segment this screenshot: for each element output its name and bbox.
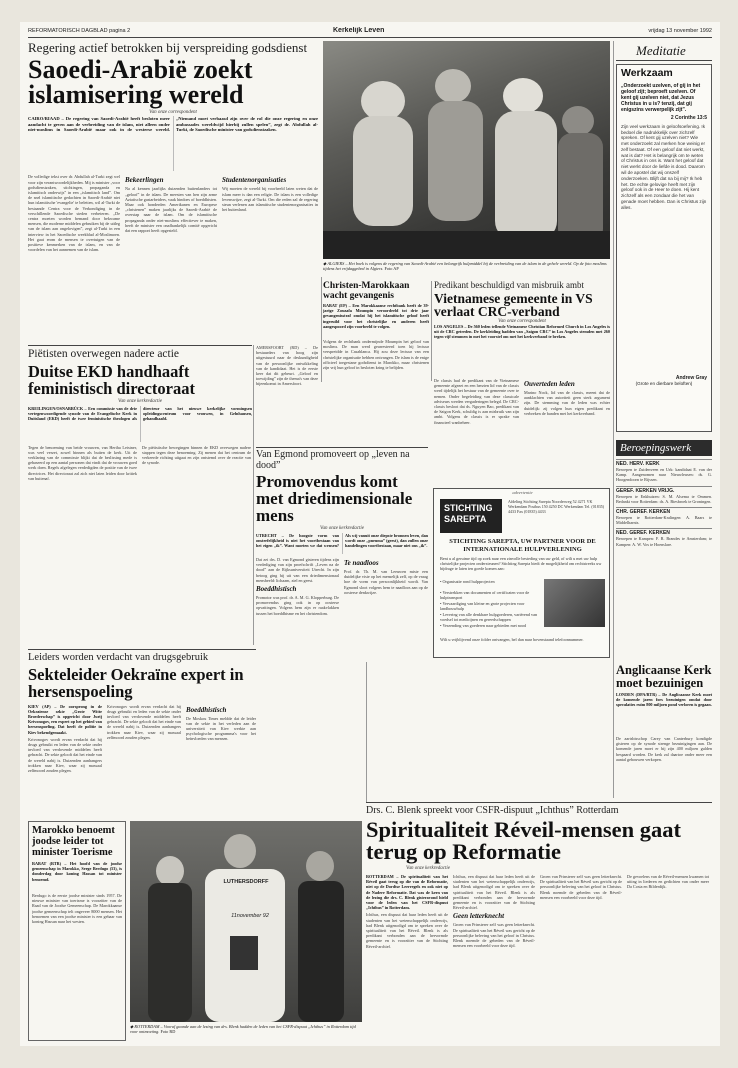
article-headline: Spiritualiteit Réveil-mensen gaat terug op Reformatie xyxy=(366,817,681,864)
list-item xyxy=(616,459,712,483)
marokko-article xyxy=(28,821,126,1041)
appointment-text: Beroepen te Rotterdam-Kralingen: A. Baars te Middelharnis. xyxy=(616,515,712,526)
denomination-heading: GEREF. KERKEN VRIJG. xyxy=(616,486,712,494)
ekd-article xyxy=(28,345,252,645)
article-lead: LONDEN (DPA/RTR) – De Anglicaanse Kerk moet de komende jaren fors bezuinigen omdat door speculaties ruim 800 miljoen pond verloren is gegaan. xyxy=(616,692,712,708)
rotterdam-caption: ◆ ROTTERDAM – Vooraf gaande aan de lezing van drs. Blenk hadden de leden van het CSFR-dispuut „Ichthus” in Rotterdam tijd voor ontmoeting. Foto RD xyxy=(130,1024,356,1035)
denomination-heading: NED. GEREF. KERKEN xyxy=(616,528,712,536)
anglicaanse-article xyxy=(616,664,712,798)
subheading: Bekeerlingen xyxy=(125,176,164,185)
article-lead: CAIRO/RIAAD – De regering van Saoedi-Arabië heeft besloten meer aandacht te geven aan de verbreiding van de islam, niet alleen onder niet-moslims in Saoedi-Arabië maar ook in de westerse wereld. „Niemand moet verbaasd zijn over de rol die onze regering en onze ambassades wereldwijd hierbij zullen spelen”, zegt dr. Abdullah al-Turki, de Saoedische minister van godsdienstzaken. xyxy=(28,116,318,133)
issue-date: vrijdag 13 november 1992 xyxy=(648,28,712,34)
vietnam-article-body xyxy=(434,378,610,486)
ad-item-list xyxy=(440,579,540,634)
denomination-heading: CHR. GEREF. KERKEN xyxy=(616,507,712,515)
algiers-caption: ◆ ALGIERS – Het boek is volgens de regering van Saoedi-Arabië een belangrijk hulpmiddel bij de verbreiding van de islam in de gehele wereld. Op de foto moslims tijdens het vrijdaggebed in Algiers. Foto AP xyxy=(323,261,607,272)
article-headline: Sekteleider Oekraïne expert in hersenspoeling xyxy=(28,664,244,701)
article-headline: Vietnamese gemeente in VS verlaat CRC-verband xyxy=(434,290,593,320)
ad-title: STICHTING SAREPTA, UW PARTNER VOOR DE INTERNATIONALE HULPVERLENING xyxy=(449,538,596,553)
column-divider xyxy=(253,345,254,645)
article-body-col-2: Krivonogov wordt ervan verdacht dat hij drugs gebruikt en leden van de sekte onder invloed van verdovende middelen heeft gebracht. De sekte gelooft dat het einde van de wereld nabij is. Duizenden aanhangers trokken naar Kiev, waar zij massaal zelfmoord zouden plegen. xyxy=(107,703,181,740)
praying-men-illustration xyxy=(323,41,610,259)
article-headline: Saoedi-Arabië zoekt islamisering wereld xyxy=(28,55,253,110)
article-kicker: Leiders worden verdacht van drugsgebruik xyxy=(28,652,209,663)
article-headline: Duitse EKD handhaaft feministisch directoraat xyxy=(28,361,195,398)
column-divider xyxy=(366,662,367,802)
article-body-col-3: Groen van Prinsterer zelf was geen letterknecht. De spiritualiteit van het Réveil was gericht op de persoonlijke beleving van het geloof in Christus. Blenk noemde de gebeden van de Réveil-mensen een voorbeeld voor deze tijd. xyxy=(540,874,622,900)
sarepta-logo: STICHTING SAREPTA xyxy=(440,499,502,533)
triangle-bullet-icon: ◆ xyxy=(323,261,328,266)
section-title: Meditatie xyxy=(616,41,712,61)
ad-outro: Wilt u vrijblijvend onze folder ontvangen, bel dan naar bovenstaand telefoonnummer. xyxy=(440,637,584,642)
article-lead: KIEV (AP) – De oorsprong in de Oekraïense sekte „Grote Witte Broederschap” is opgericht door Jurij Krivonogov, een expert op het gebied van hersenspoeling. Dat heeft de politie in Kiev bekendgemaakt. xyxy=(28,703,102,735)
photo-credit: Foto RD xyxy=(160,1029,176,1035)
article-kicker: Drs. C. Blenk spreekt voor CSFR-dispuut „Ichthus” Rotterdam xyxy=(366,805,619,816)
paper-name: REFORMATORISCH DAGBLAD pagina 2 xyxy=(28,28,131,34)
van-egmond-article xyxy=(256,449,428,629)
ad-label: advertentie xyxy=(512,490,533,495)
section-rule xyxy=(28,649,256,650)
article-body-col-2: Na al kennen jaarlijks duizenden buitenlanders tot „geloof” in de islam. De meesten van hen zijn arme Aziatische gastarbeiders, vaak hindoes of boeddhisten. Maar ook honderden Amerikanen en Europese „christenen” maken jaarlijks de Saoedi-Arabië de overstap naar de islam. Om de islamitische propaganda onder niet-moslims effectiever te maken, heeft de minister een onafhankelijk comité opgericht dat een rapport heeft opgesteld. xyxy=(125,186,217,233)
byline: Van onze correspondent xyxy=(498,318,546,324)
article-lead: UTRECHT – De hoogste vorm van onsterfelijkheid is niet het voortbestaan van het eigen „ik”. Want moeten we dat wensen? Als wij vanuit onze diepste bronnen leven, dan wordt onze „pneuma” (geest), dan zullen onze handelingen voortbestaan, maar niet ons „ik”. xyxy=(256,533,428,549)
list-item: • Verstrekken van documenten of certificaten voor de hulptransport xyxy=(440,590,530,601)
subheading: Boeddhistisch xyxy=(256,585,297,594)
column-divider xyxy=(613,41,614,798)
shirt-print: LUTHERSDORFF xyxy=(223,879,269,885)
meditatie-body: Zijn veel werkzaam in geloofsoefening. Ik bedoel die nadrukkelijk over zichzelf spreken. Of kent gij uzelven niet? Wie met onderzoekt zal merken hoe weinig er zelf bestaat. Of een geloof dat niet werkt, wat is dat? Het is belangrijk om te weten of Christus in ons is. Want het geloof dat niet werkt door de liefde is dood. Daarom wil de apostel dat wij onszelf onderzoeken. Blijft dat na bij mij? Ik heb het. De echte gelovige heeft met zijn geloof ook in de Heer te doen. Hij kent zichzelf als een zondaar die het van genade moet hebben. Dan is Christus zijn alles. xyxy=(621,123,707,210)
photo-credit: Foto AP xyxy=(384,266,399,272)
amersfoort-brief xyxy=(256,345,318,445)
article-body: De aartsbisschop Carey van Canterbury kondigde gisteren op de synode strenge bezuinigingen aan. De komende jaren moet er bij zijn 400 miljoen gulden bespaard worden. De kerk zal daartoe onder meer een aantal gebouwen verkopen. xyxy=(616,736,712,762)
meditatie-box xyxy=(616,41,712,436)
article-body-col-2: Prof. dr. Th. M. van Leeuwen miste een duidelijke visie op het menselijk zelf, op de vraag hoe de vorm van persoonlijkheid wordt. Van Egmond sloot volgens hem te naadloos aan op de oosterse denkwijze. xyxy=(344,569,428,595)
list-item xyxy=(616,486,712,504)
list-item xyxy=(616,507,712,525)
list-item xyxy=(616,528,712,546)
article-body-col-4: De gevoelens van de Réveil-mensen kwamen tot uiting in liederen en gedichten van onder meer Da Costa en Bilderdijk. xyxy=(627,874,709,890)
newspaper-page xyxy=(20,22,720,1046)
header-rule xyxy=(28,37,712,38)
meditatie-author: Andrew Gray xyxy=(675,374,707,381)
article-body: Berdugo is de eerste joodse minister sinds 1957. De nieuwe minister van toerisme is voorzitter van de Raad van de Joodse Gemeenschap. De Marokkaanse joodse gemeenschap telt ongeveer 8000 mensen. Het benoemen van een joodse minister is een gebaar van koning Hassan naar het westen. xyxy=(32,893,122,925)
article-body-col-1: Tegen de benoeming van beide vrouwen, van Hertha Leistner, was veel verzet, zowel binnen als buiten de kerk. Uit de verklaring van de commissie blijkt dat de beslissing mede is gebaseerd op een aantal personen dat vindt dat de vrouwen goed werk doen. Regels afgelegen verdedigden de positie van de twee directrices. Het directoraat zal zich niet laten leiden door kritiek van buitenaf. xyxy=(28,444,137,481)
bible-quote: „Onderzoekt uzelven, of gij in het geloof zijt; beproeft uzelven. Of kent gij uzelven niet, dat Jezus Christus in u is? tenzij, dat gij enigszins verwerpelijk zijt”. xyxy=(621,82,701,113)
article-lead: LOS ANGELES – De 560 leden tellende Vietnamese Christian Reformed Church in Los Angeles is uit de CRC getreden. De kerkleiding hadden van „Saigon CRC” in Los Angeles stemden met 260 tegen vijf stemmen in met het voorstel om met het kerkverband te breken. xyxy=(434,323,610,340)
byline: Van onze correspondent xyxy=(149,110,197,116)
ad-address: Afdeling Stichting Sarepta Noorderweg 52 4271 VK Werkendam Postbus 150 4250 DC Werkendam Tel. (01835) 4433 Fax (01835) 4433 xyxy=(508,499,605,514)
article-headline: Promovendus komt met driedimensionale mens xyxy=(256,472,413,525)
article-body-col-2: Ichthus, een dispuut dat haar leden heeft uit de studenten van het wetenschappelijk onderwijs, had Blenk uitgenodigd om te spreken over de spiritualiteit van het Réveil. Blenk is als predikant verbonden aan de hervormde gemeente en is voorzitter van de Stichting Réveil-archief. xyxy=(453,874,535,911)
meditatie-source: (Grote en dierbare beloften) xyxy=(635,380,693,386)
list-item: • Organisatie rond hulpprojecten xyxy=(440,579,495,584)
rotterdam-photo xyxy=(130,821,362,1022)
students-illustration xyxy=(130,821,362,1022)
byline: Van onze kerkredactie xyxy=(320,526,364,531)
article-body-col-3: De Moskou Times meldde dat de leider van de sekte in het verleden aan de universiteit van Kiev werkte aan psychologische programma's voor het beïnvloeden van mensen. xyxy=(186,715,256,742)
appointment-text: Beroepen te Zuidenveen en Urk: kandidaat E. van der Kamp. Aangenomen naar Nieuwleusen: ds. G. Hoogendoorn te Rijssen. xyxy=(616,467,712,483)
article-kicker: Regering actief betrokken bij verspreiding godsdienst xyxy=(28,41,308,55)
article-lead: RABAT (RTR) – Het hoofd van de joodse gemeenschap in Marokko, Serge Berdugo (53), is donderdag door koning Hassan tot minister benoemd. xyxy=(32,861,122,882)
article-lead: KREILINGEN/OSNABRÜCK – Een commissie van de drie vertegenwoordigende synode van de Evangelische Kerk in Duitsland (EKD) heeft de twee feministische theologen als directeur van het nieuwe kerkelijke vormingsen opleidingscentrum voor vrouwen, in Gelnhausen, gehandhaafd. xyxy=(28,405,252,422)
beroepingswerk-box xyxy=(616,440,712,660)
article-lead: RABAT (EP) – Een Marokkaanse rechtbank heeft de 39-jarige Zouzafa Moumpin veroordeeld tot drie jaar gevangenisstraf omdat hij het islamitische geloof heeft ingeruild voor het christelijke en anderen heeft aangespoord zijn voorbeeld te volgen. xyxy=(323,303,429,329)
page-header xyxy=(28,27,712,37)
subheading: Studentenorganisaties xyxy=(222,176,287,185)
article-kicker: Predikant beschuldigd van misbruik ambt xyxy=(434,281,584,290)
column-divider xyxy=(321,277,322,382)
triangle-bullet-icon: ◆ xyxy=(130,1024,135,1029)
section-rule xyxy=(366,802,712,803)
denomination-heading: NED. HERV. KERK xyxy=(616,459,712,467)
article-body-col-1: De volledige tekst over dr. Abdullah al-Turki zegt wel voor zijn verantwoordelijkheden. Mij is minister „voor godsdienstzaken, stichtingen, propaganda en islamitisch onderwijs” in een „islamitisch land”. Om de snel islamitische gedachten in Saoedi-Arabië niet hun islamitische 'evangelie' te beletten, wil al-Turki de bestaande Centra voor de Verkondiging in de verschillende Saoedische steden verbeteren. „De centra moeten worden bemand door bekwame mensen, die moderne middelen gebruiken bij de uitleg van de islam aan ongelovigen”, zegt al-Turki in een interview in het Saoedische weekblad al-Moslimoen. Het gaat erom de mensen te overtuigen van de positieve kenmerken van de islam, en van de voordelen van het aannemen van de islam. xyxy=(28,174,120,253)
ad-photo xyxy=(544,579,605,627)
byline: Van onze kerkredactie xyxy=(406,866,450,871)
oekraine-article xyxy=(28,649,256,817)
subheading: Boeddhistisch xyxy=(186,705,227,714)
article-body-col-1b: Promotor was prof. dr. A. M. G. Klopperburg. De promovendus ging ook in op oosterse opvattingen. Volgens hem zijn er raakvlakken tussen het boeddhisme en het christendom. xyxy=(256,595,339,616)
subheading: Te naadloos xyxy=(344,559,379,567)
article-headline: Marokko benoemt joodse leider tot minister Toerisme xyxy=(32,825,115,858)
article-body-col-1: Dat zei drs. D. van Egmond gisteren tijdens zijn verdediging van zijn proefschrift „Leven na de dood” aan de Rijksuniversiteit Utrecht. In zijn betoog ging hij uit van een driedimensionaal mensbeeld: lichaam, ziel en geest. xyxy=(256,557,339,583)
ad-intro: Bent u al geruime tijd op zoek naar een zinvolle besteding van uw geld, of wilt u met uw hulp christelijke projecten ondersteunen? Stichting Sarepta biedt de mogelijkheid om rechtstreeks uw bijdrage te laten ten goede komen aan: xyxy=(440,556,602,572)
article-headline: Christen-Marokkaan wacht gevangenis xyxy=(323,281,410,301)
subheading: Ouverteden leden xyxy=(524,380,575,388)
reveil-article xyxy=(366,802,712,1042)
article-body-col-1: Ichthus, een dispuut dat haar leden heeft uit de studenten van het wetenschappelijk onderwijs, had Blenk uitgenodigd om te spreken over de spiritualiteit van het Réveil. Blenk is als predikant verbonden aan de hervormde gemeente en is voorzitter van de Stichting Réveil-archief. xyxy=(366,912,448,949)
list-item: • Levering van alle denkbare hulpgoederen, variërend van voedsel tot medicijnen en gereedschappen xyxy=(440,612,538,623)
article-body-col-1: Krivonogov wordt ervan verdacht dat hij drugs gebruikt en leden van de sekte onder invloed van verdovende middelen heeft gebracht. De sekte gelooft dat het einde van de wereld nabij is. Duizenden aanhangers trokken naar Kiev, waar zij massaal zelfmoord zouden plegen. xyxy=(28,736,102,773)
article-body-col-2: De piëtistische bewegingen binnen de EKD overwegen nadere stappen tegen deze benoeming. Zij menen dat het centrum de verkeerde richting uitgaat en zijn ontstemd over de reactie van de synode. xyxy=(142,444,251,466)
algiers-photo xyxy=(323,41,610,259)
section-rule xyxy=(256,447,428,448)
article-lead: ROTTERDAM – De spiritualiteit van het Réveil gaat terug op die van de Reformatie, niet op de Dordtse Leerregels en ook niet op de Nadere Reformatie. Dat was de kern van de lezing die drs. C. Blenk gisteravond hield voor de leden van het CSFR-dispuut „Ichthus” in Rotterdam. xyxy=(366,874,448,911)
section-name: Kerkelijk Leven xyxy=(333,27,385,34)
section-title: Beroepingswerk xyxy=(616,440,712,456)
saudi-article xyxy=(28,41,318,341)
byline: Van onze kerkredactie xyxy=(118,398,162,404)
section-rule xyxy=(28,345,252,346)
vietnam-article xyxy=(434,281,610,376)
article-kicker: Van Egmond promoveert op „leven na dood” xyxy=(256,449,410,471)
list-item: • Vervaardiging van kleine en grote projecten voor landbouwhulp xyxy=(440,601,525,612)
shirt-date: 11november 92 xyxy=(231,913,269,919)
article-body: Volgens de rechtbank ondermijnde Moumpin het geloof van moslims. De man werd gearresteerd toen hij lectuur verspreidde in Casablanca. Hij zou deze lectuur van een christelijke organisatie hebben ontvangen. De islam is de enige officieel toegestane godsdienst in Marokko, maar christenen zijn vrij hun geloof in besloten kring te belijden. xyxy=(323,339,429,371)
christen-marokkaan-article xyxy=(323,281,429,371)
article-body: AMERSFOORT (RD) – De bestuurders van hoog zijn uitgestuurd naar de deskundigheid van de persoonlijke ontwikkeling van de kandidaat. Het is de eerste keer dat dit gebeurt. „Geloof en toewijding” zijn de thema's van deze bijeenkomst in Amersfoort. xyxy=(256,345,318,387)
column-divider xyxy=(431,281,432,381)
subheading: Geen letterknecht xyxy=(453,912,505,921)
article-kicker: Piëtisten overwegen nadere actie xyxy=(28,348,180,360)
appointment-text: Beroepen te Enkhuizen: S. M. Alsema te Ommen. Bedankt voor Rotterdam: ds. A. Biesbroek te Groningen. xyxy=(616,493,712,504)
bible-reference: 2 Corinthe 13:5 xyxy=(670,114,707,121)
appointment-text: Beroepen te Kampen: F. R. Brandes te Amsterdam; te Kampen: A. W. Vos te Hoenslare. xyxy=(616,536,712,547)
article-body-col-3: Wij moeten de wereld bij voorbeeld laten weten dat de islam meer is dan een religie. De islam is een volledige levenswijze, zegt al-Turki. Om die reden zal de regering steun verlenen aan islamitische studentenorganisaties in het buitenland. xyxy=(222,186,318,213)
article-headline: Anglicaanse Kerk moet bezuinigen xyxy=(616,664,712,690)
list-item: • Verzending van goederen naar gebieden met nood xyxy=(440,623,527,628)
meditatie-subtitle: Werkzaam xyxy=(621,67,673,79)
article-body-col-2: Marino Nock, lid van de classis, meent dat de aanklachten van autoriteit geen sterk argument zijn. De stemming van de leden was echter duidelijk: zij volgen hun eigen predikant en verbreken de banden met het kerkverband. xyxy=(524,390,610,416)
article-body-col-2b: Groen van Prinsterer zelf was geen letterknecht. De spiritualiteit van het Réveil was gericht op de persoonlijke beleving van het geloof in Christus. Blenk noemde de gebeden van de Réveil-mensen een voorbeeld voor deze tijd. xyxy=(453,922,535,949)
article-body-col-1: De classis had de predikant van de Vietnamese gemeente afgezet en een herzien lid van de classis werd tijdelijk het bestuur van de gemeente over te nemen. Onder begeleiding van deze classicale adviseurs werden vergaderingen belegd. De CRC-classis besloot dat ds. Nguyen Bao, predikant van de Saigon Kerk, schuldig is aan misbruik van zijn ambt. Volgens de classis is er sprake van financieel wanbeheer. xyxy=(434,378,519,425)
sarepta-advertisement xyxy=(433,488,610,658)
